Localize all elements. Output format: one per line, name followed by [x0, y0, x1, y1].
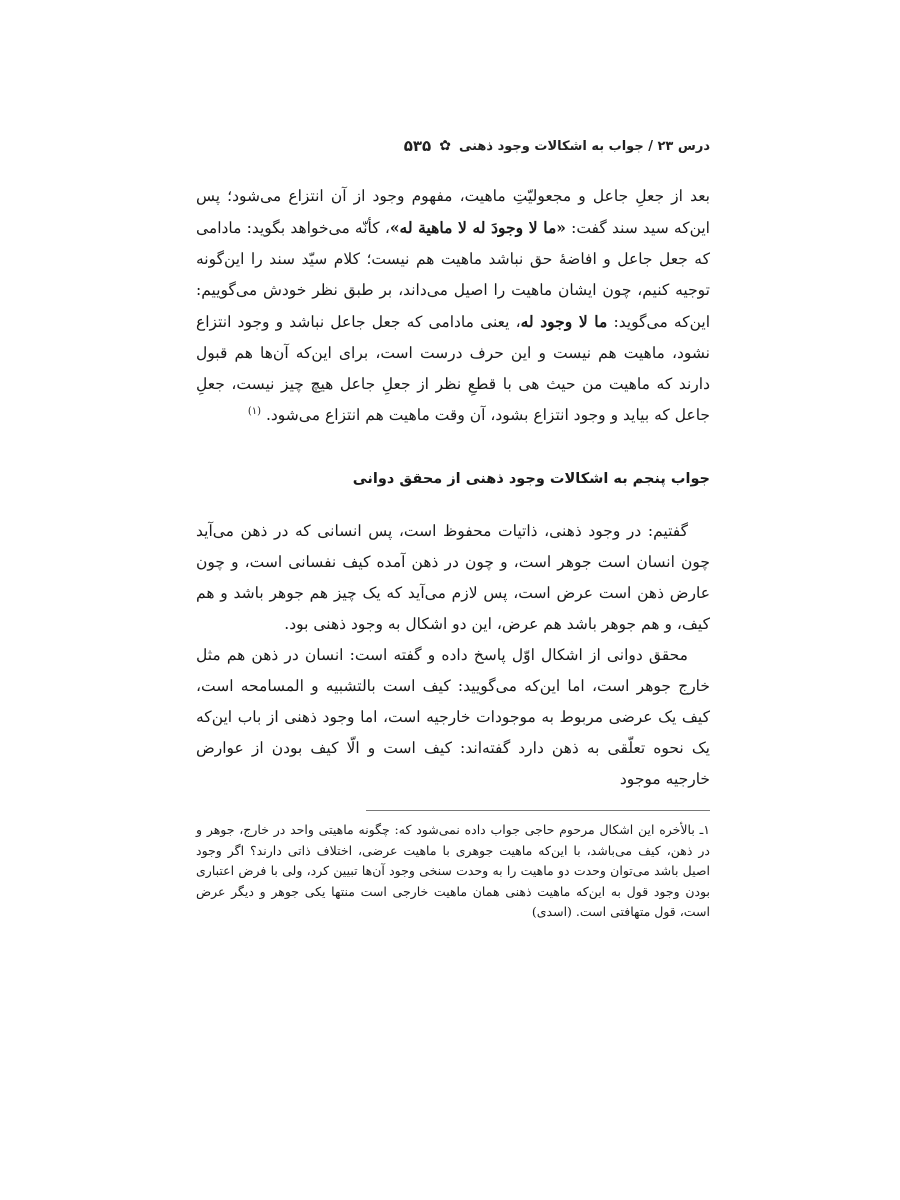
paragraph-1-part-1: بعد از جعلِ جاعل و مجعولیّتِ ماهیت، مفهوم وجود از آن انتزاع می‌شود؛ پس این‌که سید سند گفت:: [196, 187, 710, 237]
page-number: ۵۳۵: [403, 137, 432, 155]
quote-ma-la-wujud-lah: ما لا وجود له: [520, 312, 608, 331]
running-header: [196, 137, 710, 155]
paragraph-2: [196, 516, 710, 640]
footnote-reference[interactable]: (۱): [247, 405, 262, 417]
paragraph-1-part-3: ، یعنی مادامی که جعل جاعل نباشد و وجود انتزاع نشود، ماهیت هم نیست و این حرف درست است، برای این‌که آن‌ها هم قبول دارند که ماهیت من حیث هی با قطعِ نظر از جعلِ جاعل هیچ چیز نیست، جعلِ جاعل که بیاید و وجود انتزاع بشود، آن وقت ماهیت هم انتزاع می‌شود.: [196, 313, 710, 424]
quote-ma-la-wujud: «ما لا وجودَ له لا ماهیة له»: [389, 218, 566, 237]
paragraph-1: [196, 181, 710, 431]
footnote-divider: [366, 810, 710, 811]
paragraph-3: [196, 640, 710, 795]
section-heading: جواب پنجم به اشکالات وجود ذهنی از محقق دوانی: [352, 471, 710, 487]
running-title: درس ۲۳ / جواب به اشکالات وجود ذهنی: [458, 138, 710, 154]
paragraph-2-text: گفتیم: در وجود ذهنی، ذاتیات محفوظ است، پس انسانی که در ذهن می‌آید چون انسان است جوهر است، و چون در ذهن آمده کیف نفسانی است، و چون عارض ذهن است عرض است، پس لازم می‌آید که یک چیز هم جوهر باشد و هم کیف، و هم جوهر باشد هم عرض، این دو اشکال به وجود ذهنی بود.: [196, 522, 710, 633]
footnote-1: ۱ـ بالأخره این اشکال مرحوم حاجی جواب داده نمی‌شود که: چگونه ماهیتی واحد در خارج، جوهر و در ذهن، کیف می‌باشد، با این‌که ماهیت جوهری با ماهیت عرضی، اختلاف ذاتی دارند؟ اگر وجود اصیل باشد می‌توان وحدت دو ماهیت را به وحدت سنخی وجود آن‌ها تبیین کرد، ولی با فرض اعتباری بودن وجود قول به این‌که ماهیت ذهنی همان ماهیت خارجی است منتها یکی جوهر و دیگر عرض است، قول متهافتی است. (اسدی): [196, 822, 710, 919]
paragraph-3-text: محقق دوانی از اشکال اوّل پاسخ داده و گفته است: انسان در ذهن هم مثل خارج جوهر است، اما این‌که می‌گویید: کیف است بالتشبیه و المسامحه است، کیف یک عرضی مربوط به موجودات خارجیه است، اما وجود ذهنی از باب این‌که یک نحوه تعلّقی به ذهن دارد گفته‌اند: کیف است و الّا کیف بودن از عوارض خارجیه موجود: [196, 646, 710, 788]
paragraph-1-part-2: ، کأنّه می‌خواهد بگوید: مادامی که جعل جاعل و افاضهٔ حق نباشد ماهیت هم نیست؛ کلام سیّد سند را این‌گونه توجیه کنیم، چون ایشان ماهیت را اصیل می‌داند، بر طبق نظر خودش می‌گوییم: این‌که می‌گوید:: [196, 219, 710, 331]
flower-ornament-icon: ✿: [439, 138, 451, 154]
